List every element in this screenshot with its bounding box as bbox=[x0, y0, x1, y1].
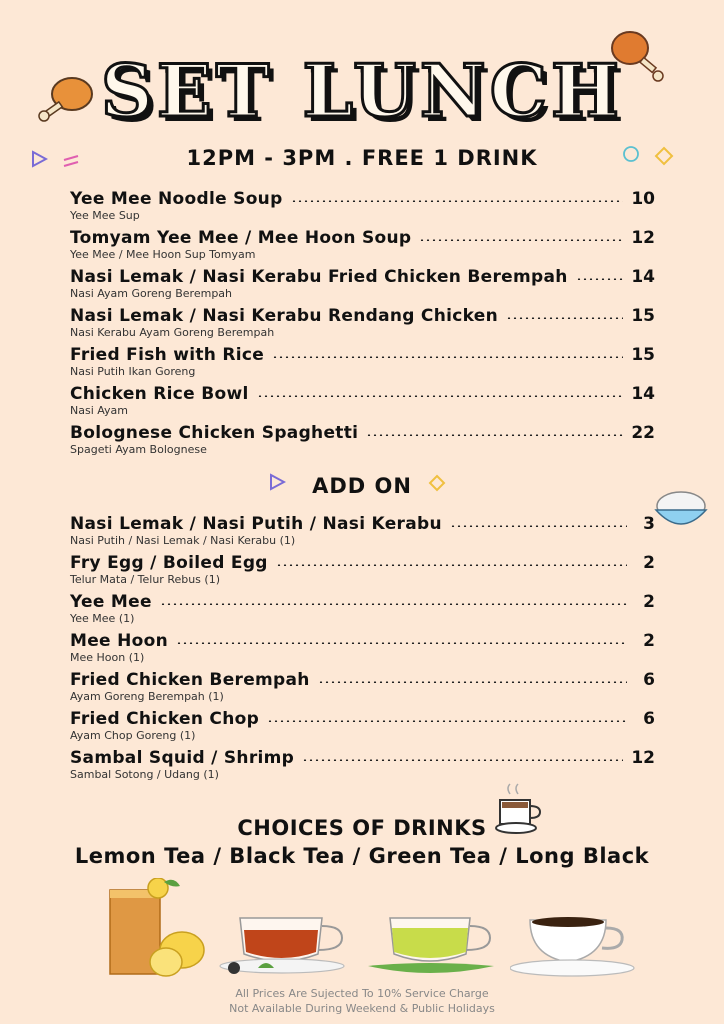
menu-item-subtitle: Yee Mee / Mee Hoon Sup Tomyam bbox=[70, 248, 256, 261]
menu-item-name: Nasi Lemak / Nasi Kerabu Fried Chicken Berempah bbox=[70, 267, 568, 287]
menu-item bbox=[70, 306, 655, 345]
menu-item-name: Fried Chicken Berempah bbox=[70, 670, 310, 690]
menu-item-row bbox=[70, 592, 655, 612]
menu-item-row bbox=[70, 345, 655, 365]
menu-item-row bbox=[70, 553, 655, 573]
menu-item-subtitle: Nasi Ayam Goreng Berempah bbox=[70, 287, 233, 300]
menu-item-name: Bolognese Chicken Spaghetti bbox=[70, 423, 359, 443]
set-lunch-list bbox=[70, 189, 655, 462]
menu-item-name: Yee Mee Noodle Soup bbox=[70, 189, 283, 209]
menu-item-row bbox=[70, 228, 655, 248]
menu-item-price: 2 bbox=[643, 631, 655, 651]
menu-item-price: 2 bbox=[643, 553, 655, 573]
dotted-leader bbox=[272, 356, 623, 358]
menu-item-row bbox=[70, 267, 655, 287]
menu-item-row bbox=[70, 709, 655, 729]
menu-item-name: Nasi Lemak / Nasi Putih / Nasi Kerabu bbox=[70, 514, 442, 534]
menu-item-name: Fried Fish with Rice bbox=[70, 345, 265, 365]
menu-item-price: 12 bbox=[631, 228, 655, 248]
drinks-list: Lemon Tea / Black Tea / Green Tea / Long Black bbox=[74, 844, 650, 868]
menu-item-subtitle: Mee Hoon (1) bbox=[70, 651, 145, 664]
menu-item-price: 12 bbox=[631, 748, 655, 768]
dotted-leader bbox=[419, 239, 623, 241]
menu-item bbox=[70, 514, 655, 553]
menu-item-name: Sambal Squid / Shrimp bbox=[70, 748, 295, 768]
availability-note: Not Available During Weekend & Public Holidays bbox=[229, 1002, 495, 1015]
menu-item-name: Nasi Lemak / Nasi Kerabu Rendang Chicken bbox=[70, 306, 498, 326]
menu-item-row bbox=[70, 384, 655, 404]
dotted-leader bbox=[366, 434, 623, 436]
menu-item-subtitle: Nasi Putih Ikan Goreng bbox=[70, 365, 196, 378]
menu-item bbox=[70, 748, 655, 787]
menu-item-subtitle: Sambal Sotong / Udang (1) bbox=[70, 768, 219, 781]
page-title: SET LUNCH bbox=[100, 48, 624, 133]
menu-item-price: 10 bbox=[631, 189, 655, 209]
menu-item-name: Tomyam Yee Mee / Mee Hoon Soup bbox=[70, 228, 412, 248]
menu-item bbox=[70, 423, 655, 462]
dotted-leader bbox=[506, 317, 623, 319]
menu-item bbox=[70, 670, 655, 709]
menu-item bbox=[70, 709, 655, 748]
dotted-leader bbox=[576, 278, 624, 280]
page-subtitle: 12PM - 3PM . FREE 1 DRINK bbox=[186, 146, 538, 170]
menu-item bbox=[70, 592, 655, 631]
menu-item-price: 15 bbox=[631, 306, 655, 326]
dotted-leader bbox=[291, 200, 624, 202]
menu-item-row bbox=[70, 423, 655, 443]
dotted-leader bbox=[176, 642, 627, 644]
black-tea-icon bbox=[218, 910, 358, 978]
menu-item bbox=[70, 345, 655, 384]
menu-item-subtitle: Ayam Chop Goreng (1) bbox=[70, 729, 196, 742]
dotted-leader bbox=[267, 720, 627, 722]
dotted-leader bbox=[257, 395, 624, 397]
menu-item-subtitle: Nasi Putih / Nasi Lemak / Nasi Kerabu (1) bbox=[70, 534, 296, 547]
add-on-title: ADD ON bbox=[312, 474, 412, 498]
dotted-leader bbox=[160, 603, 627, 605]
menu-item bbox=[70, 267, 655, 306]
menu-item-row bbox=[70, 514, 655, 534]
menu-item-name: Chicken Rice Bowl bbox=[70, 384, 249, 404]
menu-item-subtitle: Ayam Goreng Berempah (1) bbox=[70, 690, 224, 703]
menu-item bbox=[70, 553, 655, 592]
menu-item-name: Fry Egg / Boiled Egg bbox=[70, 553, 268, 573]
menu-item-name: Yee Mee bbox=[70, 592, 152, 612]
menu-item bbox=[70, 384, 655, 423]
menu-item-price: 14 bbox=[631, 267, 655, 287]
menu-item-row bbox=[70, 748, 655, 768]
lemon-tea-icon bbox=[104, 878, 208, 978]
long-black-icon bbox=[510, 912, 640, 978]
footer bbox=[0, 986, 724, 1016]
menu-item bbox=[70, 228, 655, 267]
dotted-leader bbox=[450, 525, 627, 527]
menu-item-row bbox=[70, 631, 655, 651]
menu-item-price: 22 bbox=[631, 423, 655, 443]
drinks-title: CHOICES OF DRINKS bbox=[237, 816, 487, 840]
menu-item bbox=[70, 631, 655, 670]
menu-item-name: Mee Hoon bbox=[70, 631, 168, 651]
menu-item-price: 14 bbox=[631, 384, 655, 404]
add-on-list bbox=[70, 514, 655, 787]
menu-item-row bbox=[70, 670, 655, 690]
menu-item-row bbox=[70, 306, 655, 326]
menu-item-subtitle: Spageti Ayam Bolognese bbox=[70, 443, 207, 456]
menu-item-subtitle: Yee Mee (1) bbox=[70, 612, 135, 625]
menu-item-price: 2 bbox=[643, 592, 655, 612]
dotted-leader bbox=[276, 564, 627, 566]
green-tea-icon bbox=[364, 912, 500, 978]
menu-item-subtitle: Telur Mata / Telur Rebus (1) bbox=[70, 573, 220, 586]
menu-item-subtitle: Nasi Kerabu Ayam Goreng Berempah bbox=[70, 326, 275, 339]
menu-item-price: 6 bbox=[643, 670, 655, 690]
menu-item-price: 3 bbox=[643, 514, 655, 534]
dotted-leader bbox=[302, 759, 623, 761]
menu-item-subtitle: Yee Mee Sup bbox=[70, 209, 140, 222]
menu-item-price: 15 bbox=[631, 345, 655, 365]
menu-item-subtitle: Nasi Ayam bbox=[70, 404, 128, 417]
menu-item-row bbox=[70, 189, 655, 209]
menu-item-name: Fried Chicken Chop bbox=[70, 709, 260, 729]
menu-item bbox=[70, 189, 655, 228]
menu-item-price: 6 bbox=[643, 709, 655, 729]
dotted-leader bbox=[318, 681, 627, 683]
service-charge-note: All Prices Are Sujected To 10% Service Charge bbox=[235, 987, 489, 1000]
